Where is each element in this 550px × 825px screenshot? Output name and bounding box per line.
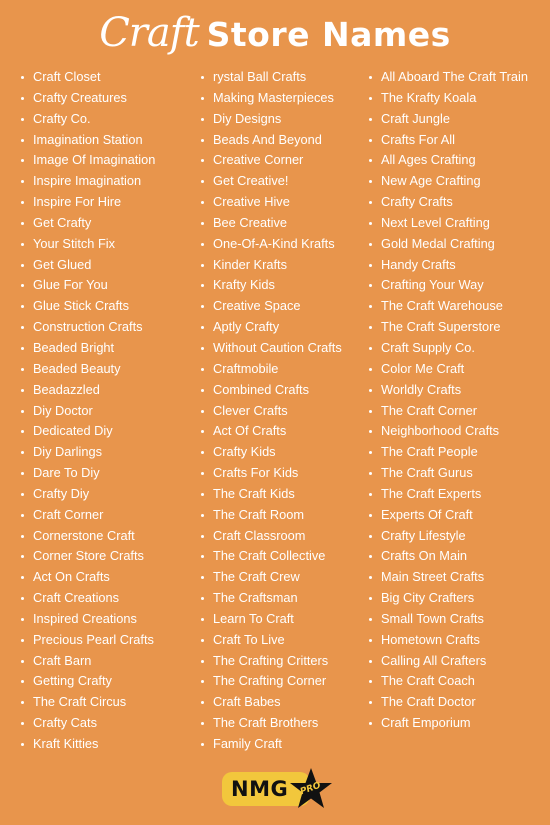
store-name-item: Diy Doctor: [20, 401, 155, 422]
store-name-item: rystal Ball Crafts: [200, 67, 342, 88]
store-name-item: Krafty Kids: [200, 275, 342, 296]
store-name-item: The Craft Experts: [368, 484, 528, 505]
names-columns: [0, 67, 550, 767]
store-name-item: Kraft Kitties: [20, 734, 155, 755]
store-name-item: Creative Corner: [200, 150, 342, 171]
store-name-item: Diy Darlings: [20, 442, 155, 463]
page-title: [0, 10, 550, 56]
store-name-item: Craft Creations: [20, 588, 155, 609]
store-name-item: Crafty Cats: [20, 713, 155, 734]
logo-badge: NMG: [222, 772, 310, 806]
store-name-item: Crafting Your Way: [368, 275, 528, 296]
store-name-item: The Craft Superstore: [368, 317, 528, 338]
store-name-item: All Ages Crafting: [368, 150, 528, 171]
store-name-item: The Craft Crew: [200, 567, 342, 588]
store-name-item: Neighborhood Crafts: [368, 421, 528, 442]
store-name-item: Image Of Imagination: [20, 150, 155, 171]
store-name-item: Diy Designs: [200, 109, 342, 130]
store-name-item: The Craft Warehouse: [368, 296, 528, 317]
logo-pro-label: PRO: [298, 780, 323, 798]
store-name-item: Family Craft: [200, 734, 342, 755]
store-name-item: Get Crafty: [20, 213, 155, 234]
store-name-item: The Craft Room: [200, 505, 342, 526]
store-name-item: Craft Babes: [200, 692, 342, 713]
store-name-item: The Krafty Koala: [368, 88, 528, 109]
store-name-item: Color Me Craft: [368, 359, 528, 380]
store-name-item: All Aboard The Craft Train: [368, 67, 528, 88]
store-name-item: Next Level Crafting: [368, 213, 528, 234]
store-name-item: Craft To Live: [200, 630, 342, 651]
store-name-item: Beaded Bright: [20, 338, 155, 359]
store-name-item: Crafts For Kids: [200, 463, 342, 484]
names-column-3: [368, 67, 528, 734]
store-name-item: The Craft Doctor: [368, 692, 528, 713]
store-name-item: Craft Jungle: [368, 109, 528, 130]
store-name-item: Craft Closet: [20, 67, 155, 88]
store-name-item: Inspire For Hire: [20, 192, 155, 213]
store-name-item: Beaded Beauty: [20, 359, 155, 380]
store-name-item: Calling All Crafters: [368, 651, 528, 672]
store-name-item: Kinder Krafts: [200, 255, 342, 276]
store-name-item: The Crafting Critters: [200, 651, 342, 672]
store-name-item: Craft Emporium: [368, 713, 528, 734]
store-name-item: The Craft Coach: [368, 671, 528, 692]
store-name-item: Glue Stick Crafts: [20, 296, 155, 317]
names-column-2: [200, 67, 342, 755]
store-name-item: The Craft Collective: [200, 546, 342, 567]
store-name-item: Your Stitch Fix: [20, 234, 155, 255]
store-name-item: Crafty Creatures: [20, 88, 155, 109]
store-name-item: Cornerstone Craft: [20, 526, 155, 547]
title-bold-words: Store Names: [206, 15, 451, 54]
store-name-item: Construction Crafts: [20, 317, 155, 338]
store-name-item: Inspire Imagination: [20, 171, 155, 192]
store-name-item: New Age Crafting: [368, 171, 528, 192]
store-name-item: Without Caution Crafts: [200, 338, 342, 359]
store-name-item: The Craft Kids: [200, 484, 342, 505]
store-name-item: Combined Crafts: [200, 380, 342, 401]
store-name-item: Craft Corner: [20, 505, 155, 526]
store-name-item: Making Masterpieces: [200, 88, 342, 109]
store-name-item: Precious Pearl Crafts: [20, 630, 155, 651]
store-name-item: Getting Crafty: [20, 671, 155, 692]
names-column-1: [20, 67, 155, 755]
store-name-item: Crafty Crafts: [368, 192, 528, 213]
store-name-item: The Craft Corner: [368, 401, 528, 422]
store-name-item: Beadazzled: [20, 380, 155, 401]
store-name-item: Dare To Diy: [20, 463, 155, 484]
store-name-item: The Craftsman: [200, 588, 342, 609]
store-name-item: Handy Crafts: [368, 255, 528, 276]
store-name-item: Crafty Kids: [200, 442, 342, 463]
store-name-item: Imagination Station: [20, 130, 155, 151]
store-name-item: Act Of Crafts: [200, 421, 342, 442]
store-name-item: Corner Store Crafts: [20, 546, 155, 567]
store-name-item: Craftmobile: [200, 359, 342, 380]
store-name-item: Learn To Craft: [200, 609, 342, 630]
store-name-item: Crafty Co.: [20, 109, 155, 130]
store-name-item: Crafts For All: [368, 130, 528, 151]
store-name-item: Creative Hive: [200, 192, 342, 213]
store-name-item: Bee Creative: [200, 213, 342, 234]
store-name-item: Big City Crafters: [368, 588, 528, 609]
store-name-item: Craft Supply Co.: [368, 338, 528, 359]
store-name-item: The Craft Gurus: [368, 463, 528, 484]
store-name-item: Craft Classroom: [200, 526, 342, 547]
store-name-item: The Craft Brothers: [200, 713, 342, 734]
store-name-item: Gold Medal Crafting: [368, 234, 528, 255]
title-script-word: Craft: [99, 10, 199, 56]
store-name-item: Hometown Crafts: [368, 630, 528, 651]
store-name-item: Inspired Creations: [20, 609, 155, 630]
store-name-item: Main Street Crafts: [368, 567, 528, 588]
store-name-item: Craft Barn: [20, 651, 155, 672]
store-name-item: The Craft Circus: [20, 692, 155, 713]
store-name-item: Glue For You: [20, 275, 155, 296]
store-name-item: Dedicated Diy: [20, 421, 155, 442]
store-name-item: The Craft People: [368, 442, 528, 463]
store-name-item: One-Of-A-Kind Krafts: [200, 234, 342, 255]
store-name-item: Crafty Lifestyle: [368, 526, 528, 547]
store-name-item: Worldly Crafts: [368, 380, 528, 401]
store-name-item: Small Town Crafts: [368, 609, 528, 630]
store-name-item: Act On Crafts: [20, 567, 155, 588]
store-name-item: The Crafting Corner: [200, 671, 342, 692]
store-name-item: Get Creative!: [200, 171, 342, 192]
store-name-item: Aptly Crafty: [200, 317, 342, 338]
store-name-item: Clever Crafts: [200, 401, 342, 422]
store-name-item: Creative Space: [200, 296, 342, 317]
store-name-item: Crafts On Main: [368, 546, 528, 567]
nmg-pro-logo: [222, 766, 334, 812]
store-name-item: Get Glued: [20, 255, 155, 276]
store-name-item: Experts Of Craft: [368, 505, 528, 526]
store-name-item: Beads And Beyond: [200, 130, 342, 151]
store-name-item: Crafty Diy: [20, 484, 155, 505]
